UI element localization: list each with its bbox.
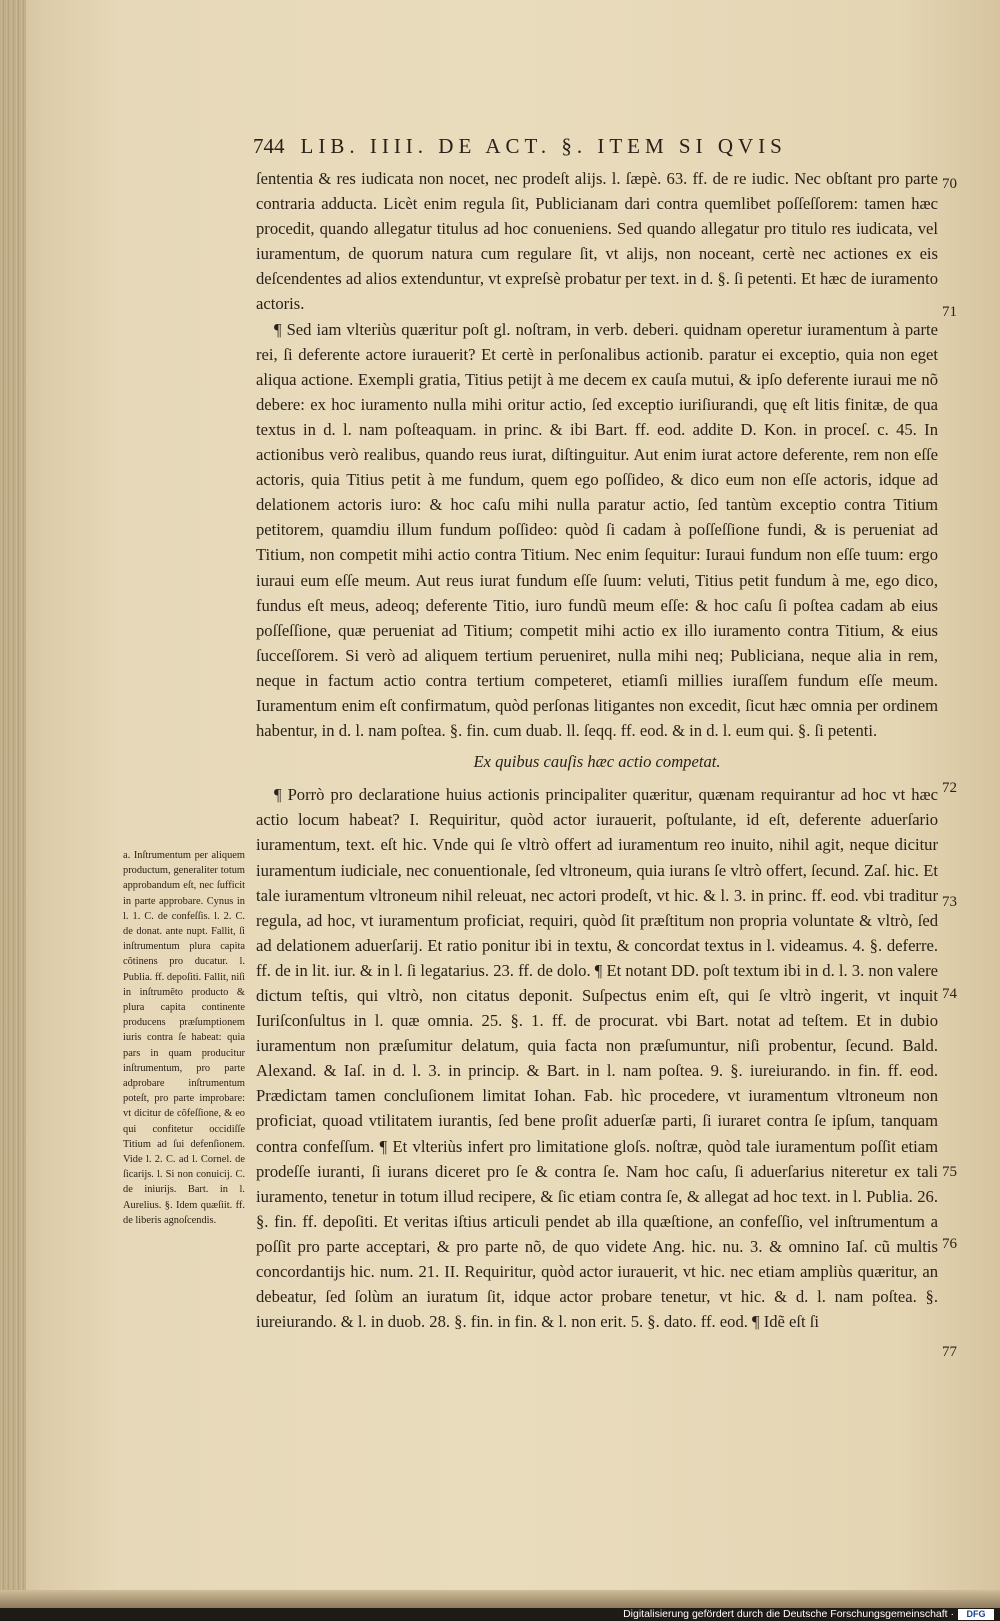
dfg-logo: DFG — [958, 1609, 994, 1620]
page-number: 744 — [253, 134, 285, 158]
paragraph: ſententia & res iudicata non nocet, nec prodeſt alijs. l. ſæpè. 63. ff. de re iudic. Nec obſtant pro parte contraria adducta. Licèt enim regula ſit, Publicianam dari contra quemlibet poſſeſſorem: tamen hæc procedit, quando allegatur titulus ad hoc conueniens. Sed quando allegatur pro titulo res iudicata, vel iuramentum, de quorum natura cum regulare ſit, vt alijs, non noceant, certè nec actiones ex eis deſcendentes ad alios extenduntur, vt expreſsè probatur per text. in d. §. ſi petenti. Et hæc de iuramento actoris. — [256, 169, 938, 314]
margin-number: 71 — [942, 304, 957, 320]
header-title: LIB. IIII. DE ACT. §. ITEM SI QVIS — [300, 134, 787, 158]
page-edges — [0, 0, 26, 1608]
main-text-column — [256, 166, 938, 1334]
paragraph: ¶ Sed iam vlteriùs quæritur poſt gl. noſtram, in verb. deberi. quidnam operetur iuramentum à parte rei, ſi deferente actore iurauerit? Et certè in perſonalibus actionib. paratur ei exceptio, quia non eget aliqua actione. Exempli gratia, Titius petijt à me decem ex cauſa mutui, & ipſo deferente iuraui me nõ debere: ex hoc iuramento nulla mihi oritur actio, ſed exceptio iuriſiurandi, quę eſt litis finitæ, de qua textus in d. l. nam poſteaquam. in princ. & ibi Bart. ff. eod. addite D. Kon. in proceſ. c. 45. In actionibus verò realibus, quando reus iurat, diſtinguitur. Aut enim iurat actore deferente, rem non eſſe actoris, quia Titius petit à me fundum, quem ego poſſideo, & dico eum non eſſe actoris, idque ad delationem actoris iuro: & hoc caſu mihi nulla paratur actio, ſed tantùm exceptio contra Titium petitorem, quamdiu illum fundum poſſideo: quòd ſi cadam à poſſeſſione fundi, & is perueniat ad Titium, non competit mihi actio contra Titium. Nec enim ſequitur: Iuraui fundum non eſſe tuum: ergo iuraui eum eſſe meum. Aut reus iurat fundum eſſe ſuum: veluti, Titius petit fundum à me, ego dico, fundus eſt meus, adeoq; deferente Titio, iuro fundũ meum eſſe: & hoc caſu ſi poſtea cadam ab eius poſſeſſione, quæ perueniat ad Titium; competit mihi actio ex illo iuramento contra Titium, & eius ſucceſſorem. Si verò ad aliquem tertium perueniret, nulla mihi neq; Publiciana, neque alia in rem, neque in factum actio contra tertium competeret, etiamſi millies iuraſſem fundum eſſe meum. Iuramentum enim eſt confirmatum, quòd perſonas litigantes non excedit, ſicut hæc omnia per ordinem habentur, in d. l. nam poſtea. §. fin. cum duab. ll. ſeqq. ff. eod. & in d. l. eum qui. §. ſi petenti. — [256, 319, 938, 741]
margin-number: 77 — [942, 1344, 957, 1360]
margin-number: 74 — [942, 986, 957, 1002]
margin-number: 72 — [942, 780, 957, 796]
section-heading: Ex quibus cauſis hæc actio competat. — [473, 752, 721, 772]
margin-number: 73 — [942, 894, 957, 910]
page-bottom-edge — [0, 1590, 1000, 1608]
margin-number: 76 — [942, 1236, 957, 1252]
side-note: a. Inſtrumentum per aliquem productum, generaliter totum approbandum eſt, nec ſufficit in parte approbare. Cynus in l. 1. C. de confeſſis. l. 2. C. de donat. ante nupt. Fallit, ſi inſtrumentum plura capita cõtinens pro ducatur. l. Publia. ff. depoſiti. Fallit, niſi in inſtrumẽto producto & plura capita continente producens præſumptionem iuris contra ſe habeat: quia pars in quam producitur inſtrumentum, pro parte adprobare inſtrumentum poteſt, pro parte improbare: vt dicitur de cõfeſſione, & eo qui confitetur occidiſſe Titium ad ſui defenſionem. Vide l. 2. C. ad l. Cornel. de ſicarijs. l. Si non conuicij. C. de iniurijs. Bart. in l. Aurelius. §. Idem quæſiit. ff. de liberis agnoſcendis. — [123, 850, 245, 1226]
paragraph: ¶ Porrò pro declaratione huius actionis principaliter quæritur, quænam requirantur ad hoc vt hæc actio locum habeat? I. Requiritur, quòd actor iurauerit, poſtulante, id eſt, deferente aduerſario iuramentum, text. eſt hic. Vnde qui ſe vltrò offert ad iuramentum reo inuito, nihil agit, neque dicitur iuramentum iudiciale, nec conuentionale, ſed vltroneum, quia iurans ſe vltrò offert, ſecund. Zaſ. hic. Et tale iuramentum vltroneum nihil releuat, nec actori prodeſt, vt hic. & l. 3. in princ. ff. eod. vbi traditur regula, ad hoc, vt iuramentum proficiat, requiri, quòd ſit præſtitum non propria voluntate & vltrò, ſed ad delationem aduerſarij. Et ratio ponitur ibi in textu, & concordat textus in l. videamus. 4. §. deferre. ff. de in lit. iur. & in l. ſi legatarius. 23. ff. de dolo. ¶ Et notant DD. poſt textum ibi in d. l. 3. non valere dictum teſtis, qui vltrò, non citatus deponit. Suſpectus enim eſt, qui ſe vltrò ingerit, vt inquit Iuriſconſultus in l. quæ omnia. 25. §. 1. ff. de procurat. vbi Bart. notat ad teſtem. Et in dubio iuramentum non præſumitur delatum, quia facta non præſumuntur, niſi probentur, ſecund. Bald. Alexand. & Iaſ. in d. l. 3. in princip. & Bart. in l. nam poſtea. 9. §. iureiurando. in fin. ff. eod. Prædictam tamen concluſionem limitat Iohan. Fab. hìc procedere, vt iuramentum vltroneum non proficiat, quoad vtilitatem iurantis, ſed bene proſit aduerſæ parti, ſi iuraret contra ſe ipſum, tanquam contra confeſſum. ¶ Et vlteriùs infert pro limitatione gloſs. noſtræ, quòd tale iuramentum poſſit etiam prodeſſe iuranti, ſi iurans diceret pro ſe & contra ſe. Nam hoc caſu, ſi aduerſarius niteretur ex tali iuramento, tenetur in totum illud recipere, & ſic etiam contra ſe, & allegat ad hoc text. in l. Publia. 26. §. fin. ff. depoſiti. Et veritas iſtius articuli pendet ab illa quæſtione, an confeſſio, vel inſtrumentum a poſſit pro parte acceptari, & pro parte nõ, de quo videte Ang. hic. nu. 3. & omnino Iaſ. cũ multis concordantijs hic. num. 21. II. Requiritur, quòd actor iurauerit, vt hic. nec etiam ampliùs quæritur, an debeatur, ſed ſolùm an iuratum ſit, idque actor probare tenetur, vt hic. & d. l. nam poſtea. §. iureiurando. & l. in duob. 28. §. fin. in fin. & l. non erit. 5. §. dato. ff. eod. ¶ Idẽ eſt ſi — [256, 785, 938, 1332]
digitization-credit: Digitalisierung gefördert durch die Deutsche Forschungsgemeinschaft · — [623, 1608, 954, 1620]
margin-number: 70 — [942, 176, 957, 192]
running-head — [253, 134, 893, 168]
margin-number: 75 — [942, 1164, 957, 1180]
